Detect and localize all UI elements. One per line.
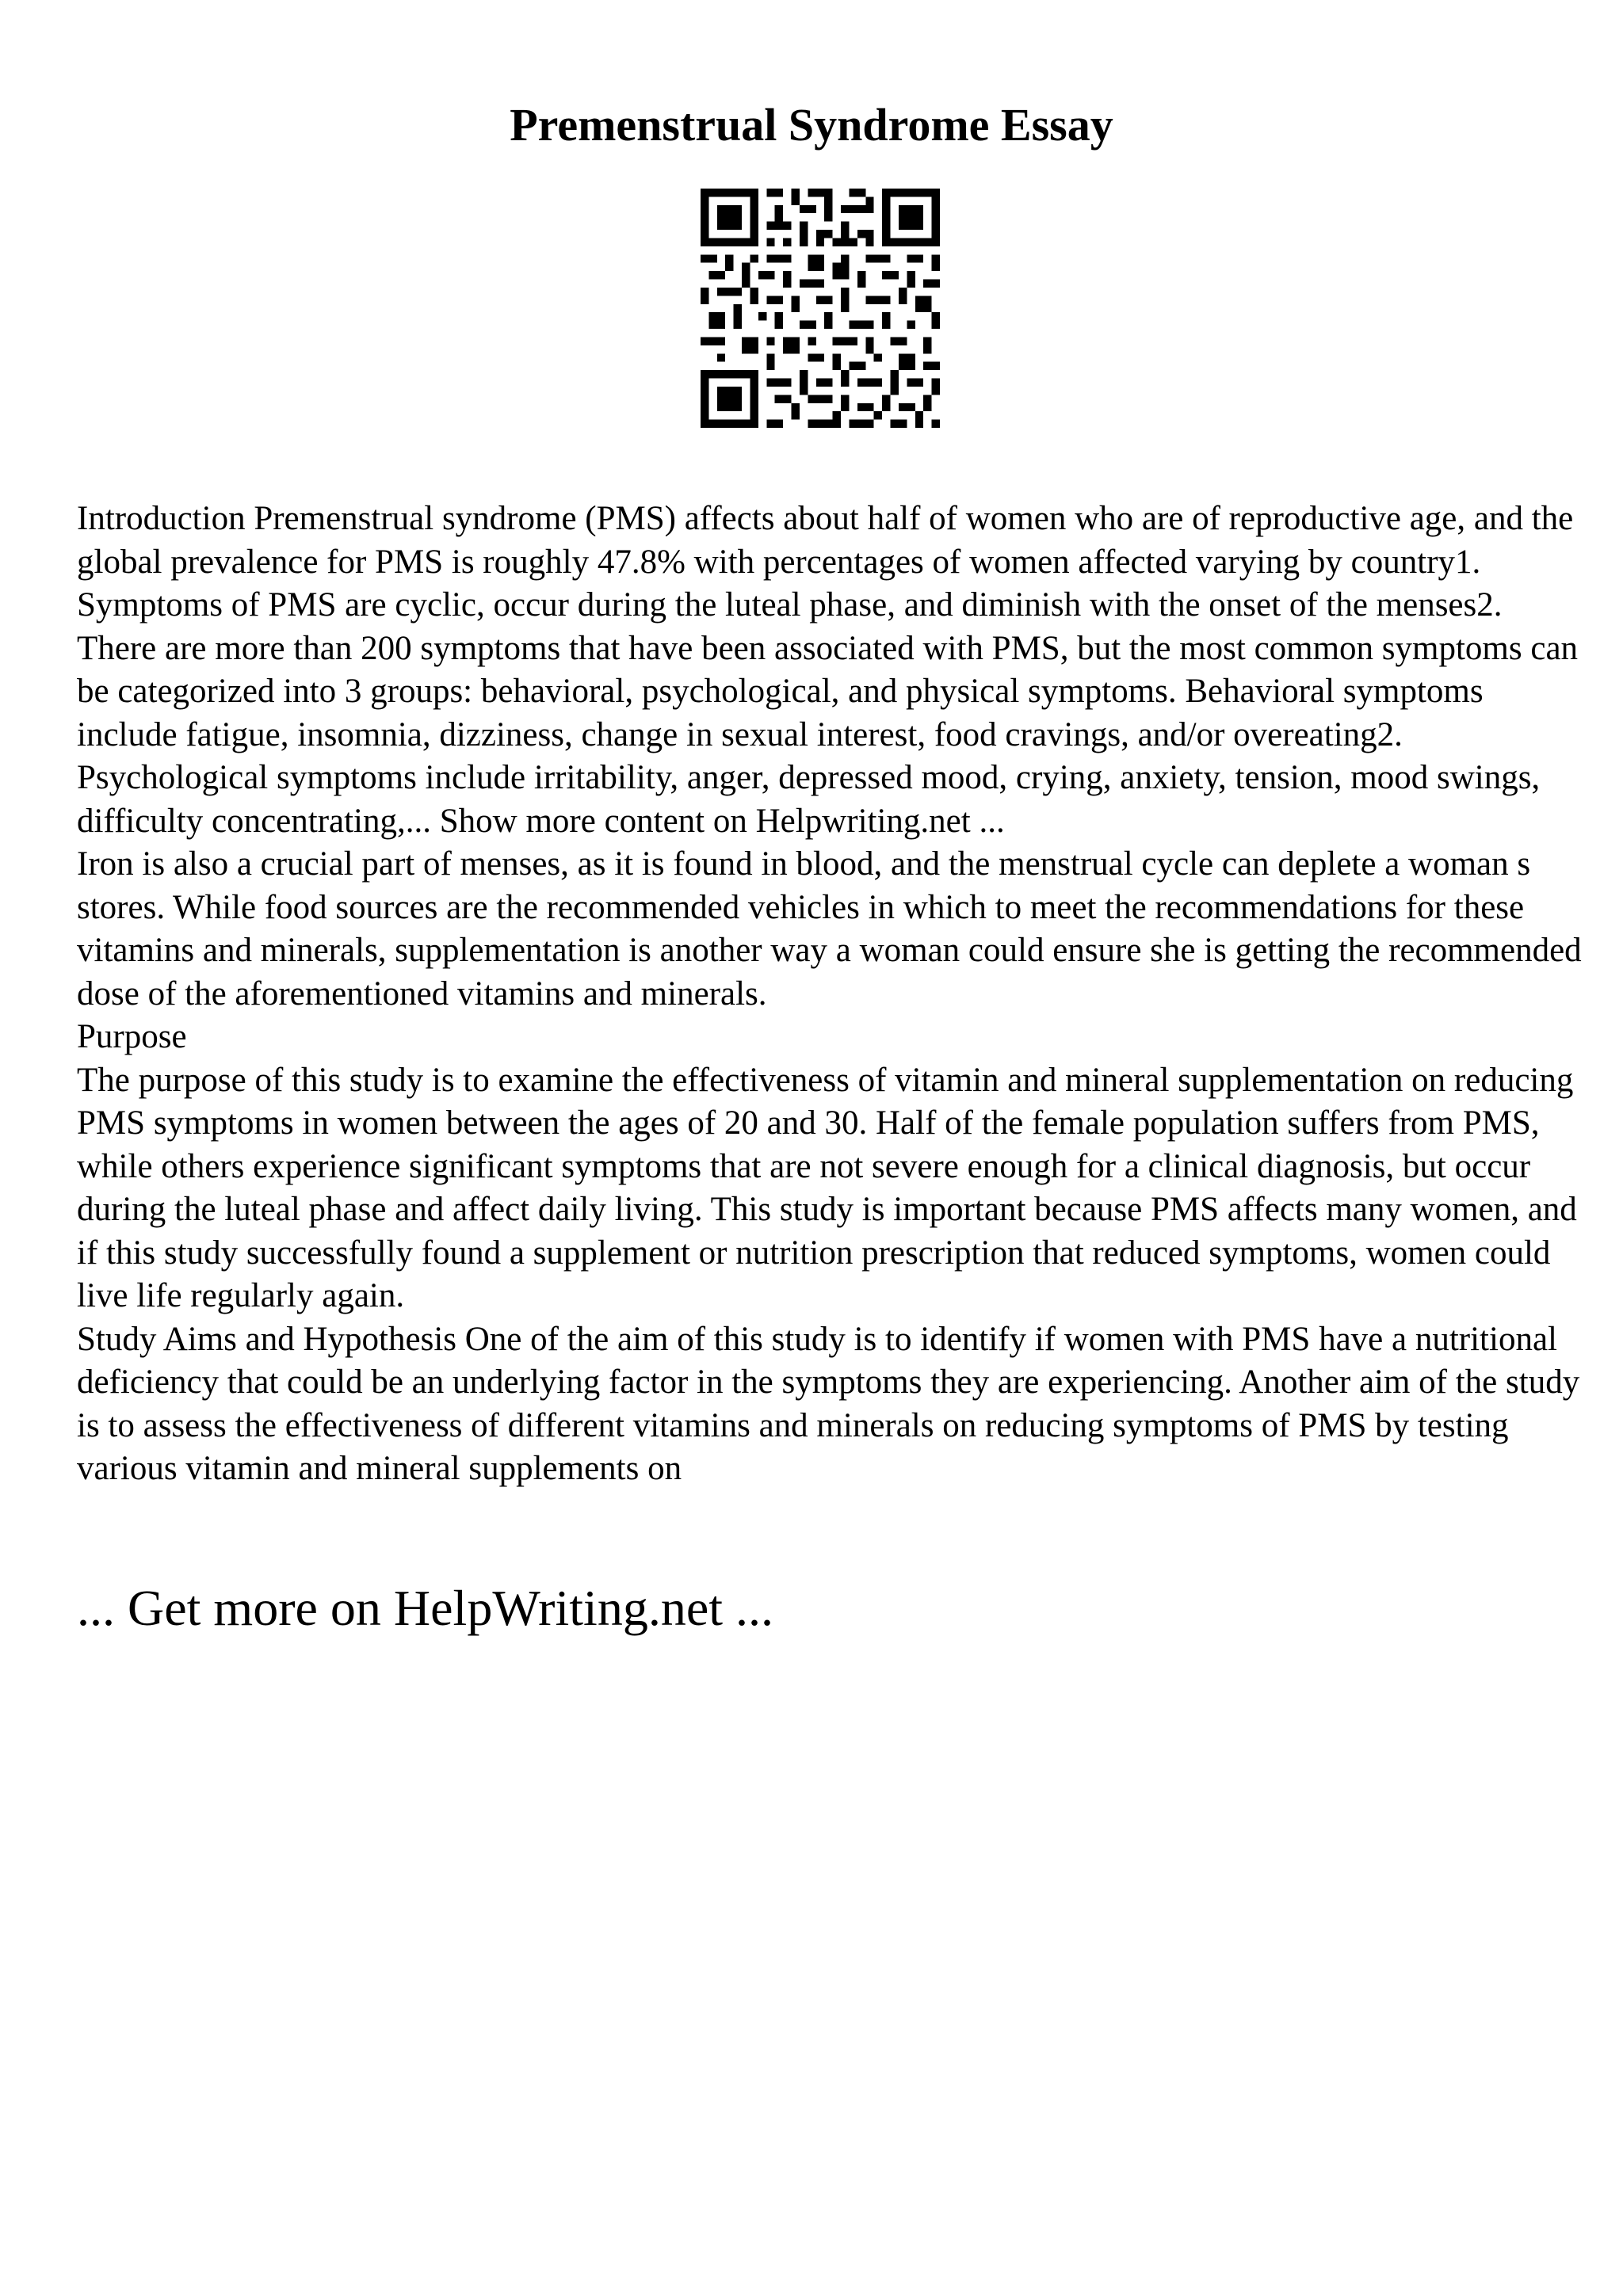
intro-text: Introduction Premenstrual syndrome (PMS) affects about half of women who are of reproductive age, and the global prevalence for PMS is roughly 47.8% with percentages of women affected varying by country1. Symptoms of PMS are cyclic, occur during the luteal phase, and diminish with the onset of the menses2. There are more than 200 symptoms that have been associated with PMS, but the most common symptoms can be categorized into 3 groups: behavioral, psychological, and physical symptoms. Behavioral symptoms include fatigue, insomnia, dizziness, change in sexual interest, food cravings, and/or overeating2. Psychological symptoms include irritability, anger, depressed mood, crying, anxiety, tension, mood swings, difficulty concentrating, — [77, 500, 1579, 840]
essay-body — [77, 498, 1583, 1491]
purpose-heading: Purpose — [77, 1018, 187, 1055]
show-more-link[interactable]: ... Show more content on Helpwriting.net ... — [405, 802, 1005, 840]
qr-code-icon[interactable] — [701, 189, 940, 428]
page-title: Premenstrual Syndrome Essay — [510, 99, 1113, 151]
aims-paragraph: Study Aims and Hypothesis One of the aim of this study is to identify if women with PMS have a nutritional deficiency that could be an underlying factor in the symptoms they are experiencing. Another aim of the study is to assess the effectiveness of different vitamins and minerals on reducing symptoms of PMS by testing various vitamin and mineral supplements on — [77, 1320, 1580, 1487]
intro-paragraph — [77, 498, 1583, 843]
get-more-link[interactable]: ... Get more on HelpWriting.net ... — [77, 1580, 773, 1636]
iron-paragraph: Iron is also a crucial part of menses, as it is found in blood, and the menstrual cycle can deplete a woman s stores. While food sources are the recommended vehicles in which to meet the recommendations for these vitamins and minerals, supplementation is another way a woman could ensure she is getting the recommended dose of the aforementioned vitamins and minerals. — [77, 845, 1582, 1013]
purpose-paragraph: The purpose of this study is to examine the effectiveness of vitamin and mineral supplementation on reducing PMS symptoms in women between the ages of 20 and 30. Half of the female population suffers from PMS, while others experience significant symptoms that are not severe enough for a clinical diagnosis, but occur during the luteal phase and affect daily living. This study is important because PMS affects many women, and if this study successfully found a supplement or nutrition prescription that reduced symptoms, women could live life regularly again. — [77, 1061, 1577, 1314]
